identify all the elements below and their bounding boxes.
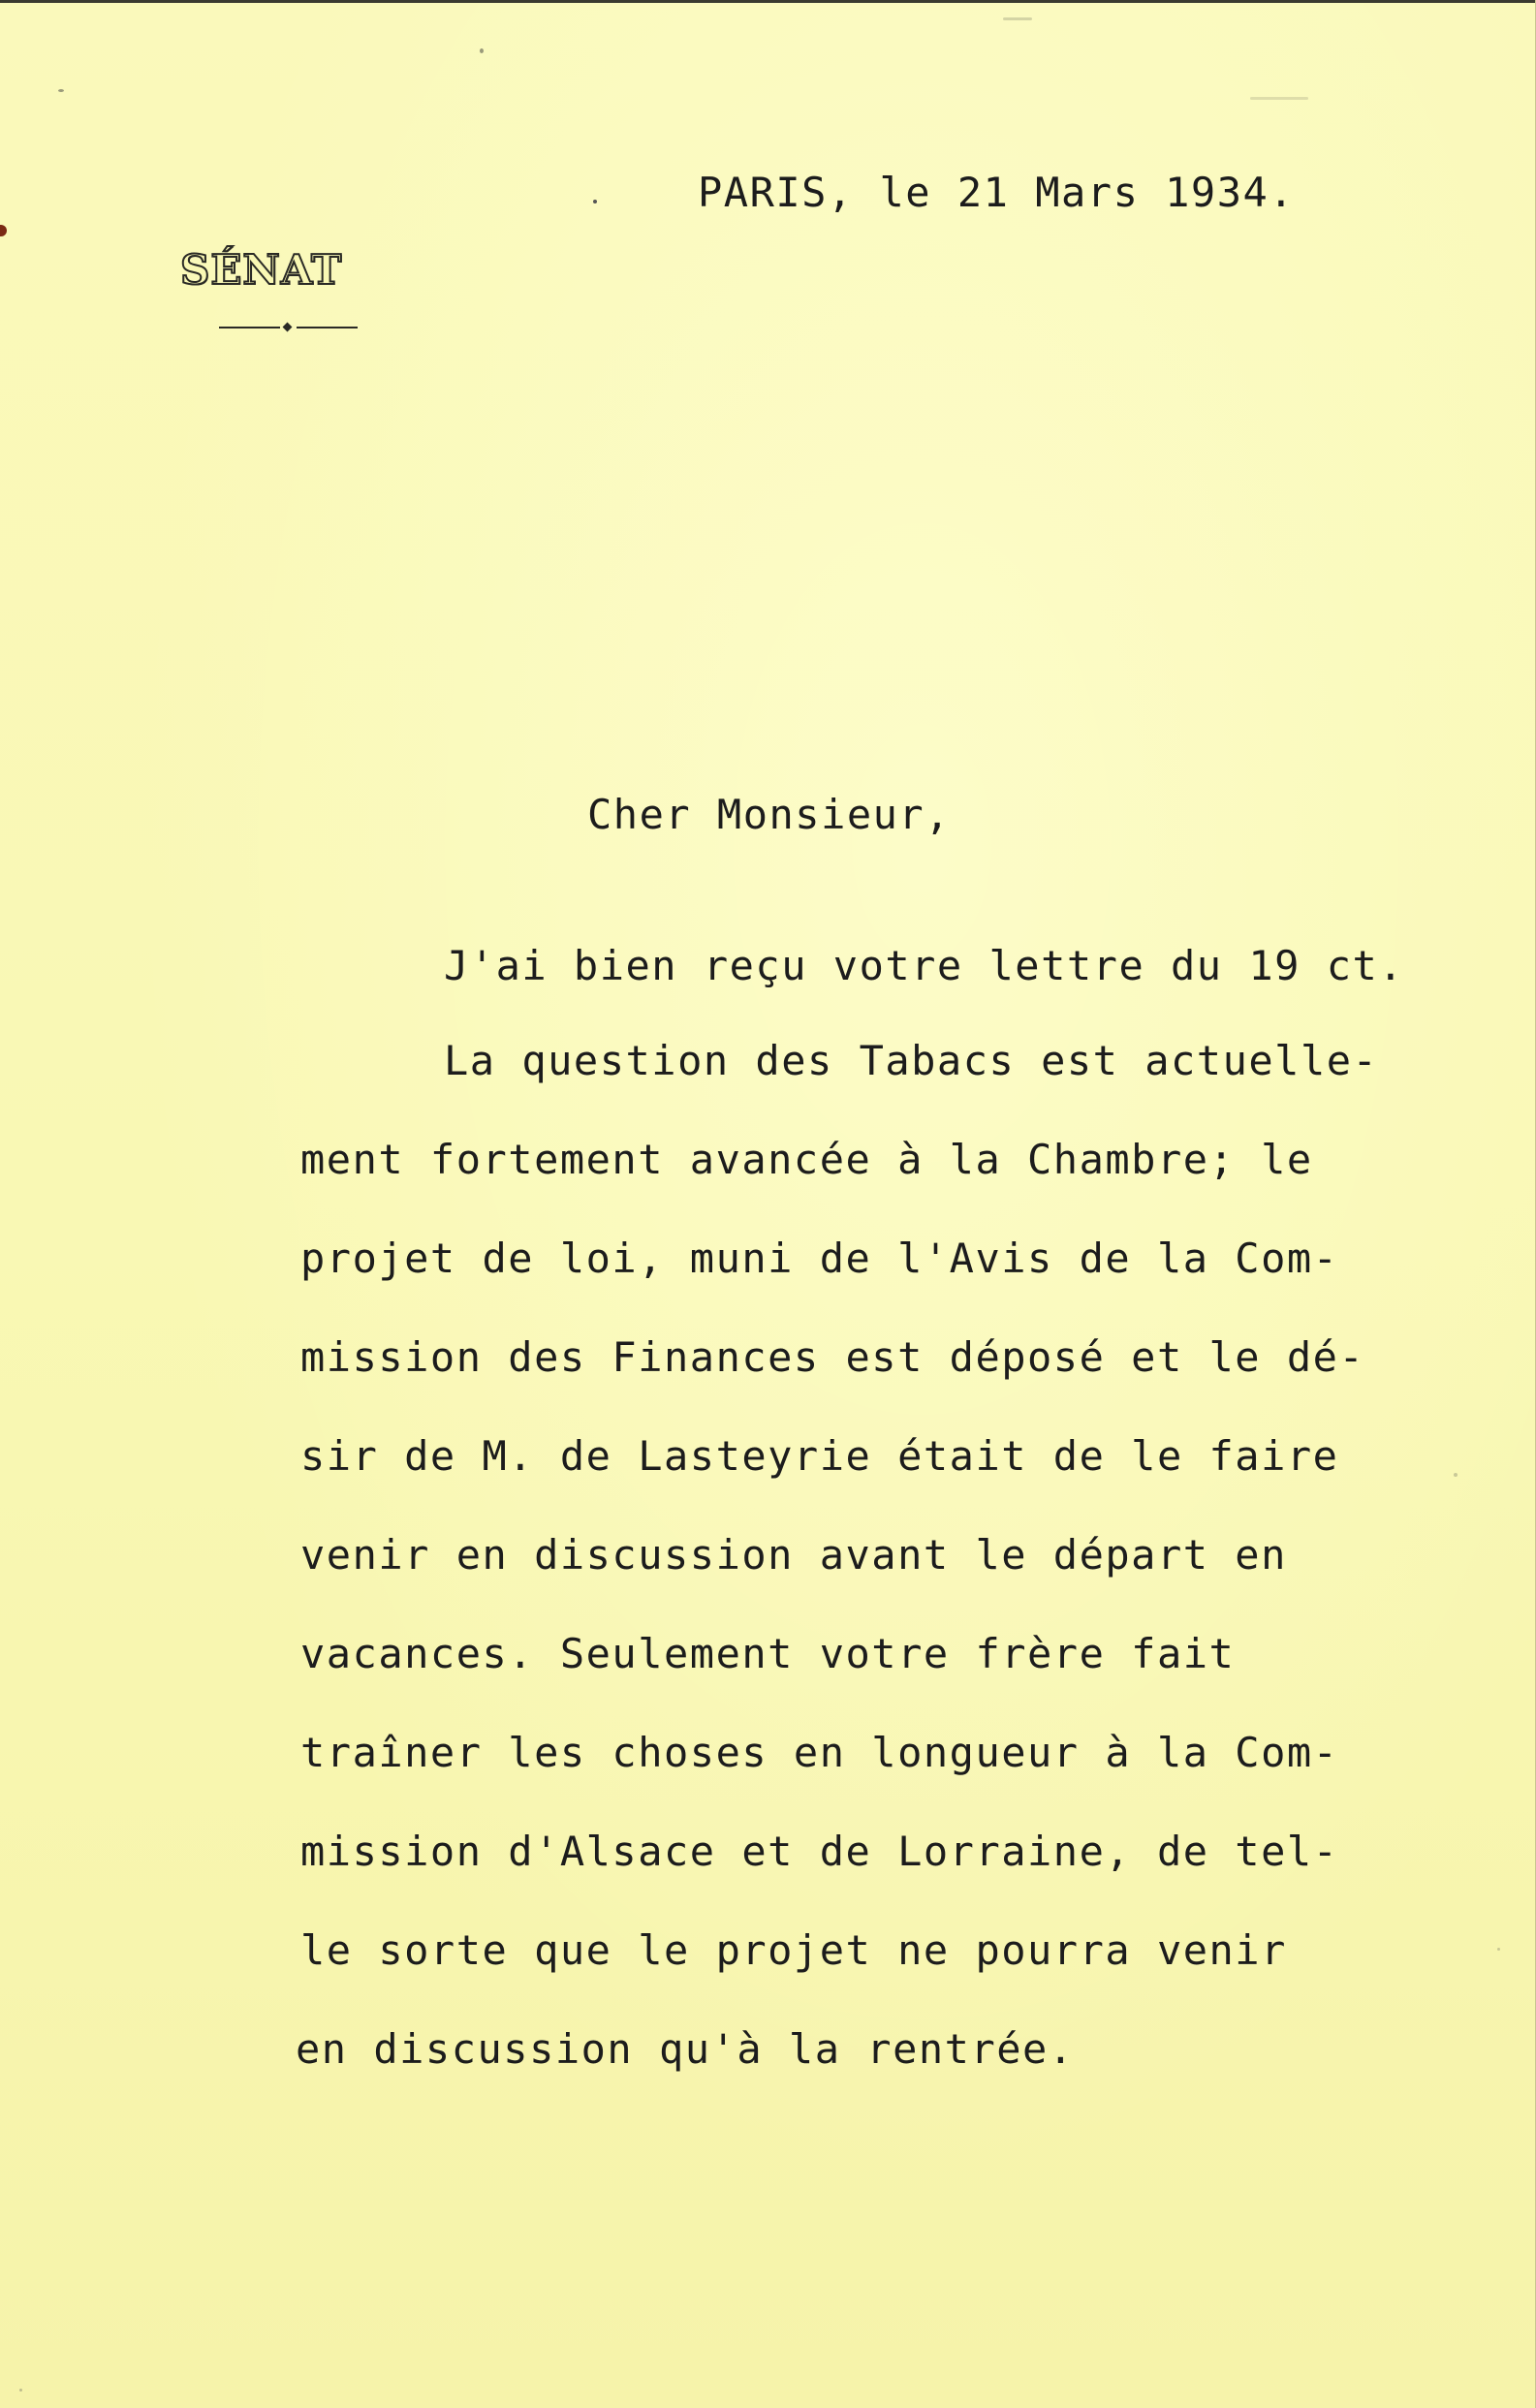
paper-speck: [58, 89, 64, 92]
paper-speck: [19, 2389, 22, 2392]
paper-speck: [1454, 1473, 1458, 1477]
body-line: sir de M. de Lasteyrie était de le faire: [300, 1432, 1339, 1480]
paper-top-edge: [0, 0, 1536, 3]
body-line: venir en discussion avant le départ en: [300, 1531, 1287, 1579]
body-line: mission d'Alsace et de Lorraine, de tel-: [300, 1828, 1339, 1875]
body-line: le sorte que le projet ne pourra venir: [300, 1926, 1287, 1974]
paper-speck: [480, 48, 484, 53]
paper-speck: [1497, 1948, 1500, 1951]
body-line: ment fortement avancée à la Chambre; le: [300, 1136, 1313, 1183]
date-line: PARIS, le 21 Mars 1934.: [698, 169, 1296, 216]
body-line: projet de loi, muni de l'Avis de la Com-: [300, 1235, 1339, 1282]
body-line: traîner les choses en longueur à la Com-: [300, 1729, 1339, 1776]
body-line: mission des Finances est déposé et le dé-: [300, 1333, 1365, 1381]
letterhead-ornament: [219, 324, 358, 331]
stray-dot: [593, 200, 597, 203]
body-line: La question des Tabacs est actuelle-: [444, 1037, 1379, 1084]
paper-speck: [1250, 97, 1308, 100]
body-line: J'ai bien reçu votre lettre du 19 ct.: [444, 942, 1405, 989]
salutation: Cher Monsieur,: [587, 791, 952, 838]
body-line: vacances. Seulement votre frère fait: [300, 1630, 1236, 1677]
letterhead-senat: SÉNAT: [180, 246, 343, 294]
edge-stain: [0, 225, 7, 236]
body-line: en discussion qu'à la rentrée.: [296, 2025, 1075, 2073]
paper-speck: [1003, 17, 1032, 20]
